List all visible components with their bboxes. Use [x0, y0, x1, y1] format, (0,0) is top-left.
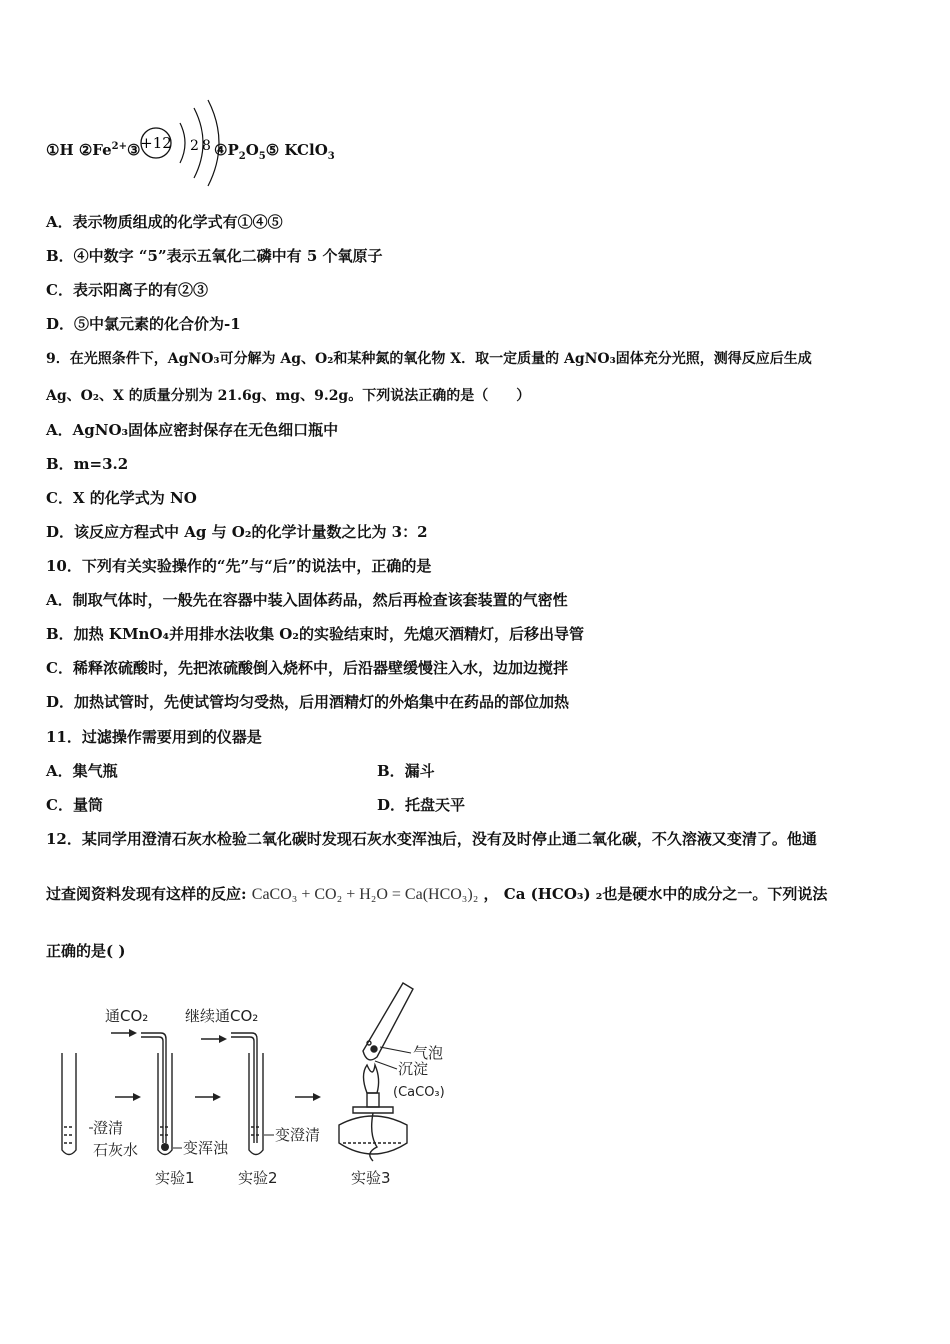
reaction-equation: CaCO₃ + CO₂ + H₂O = Ca(HCO₃)₂	[251, 886, 479, 903]
arrow-right-icon	[111, 1029, 137, 1037]
q11-option-b: B．漏斗	[377, 762, 435, 780]
q12-stem-line2	[46, 883, 827, 904]
q8-items	[46, 141, 140, 159]
q9-option-b: B．m=3.2	[46, 455, 129, 473]
q8-option-b: B．④中数字 “5”表示五氧化二磷中有 5 个氧原子	[46, 247, 383, 265]
label-tong-co2: 通CO₂	[105, 1007, 149, 1025]
label-chendian: 沉淀	[398, 1060, 429, 1078]
q8-option-c: C．表示阳离子的有②③	[46, 281, 208, 299]
q12-stem-line3: 正确的是( )	[46, 942, 126, 960]
arrow-right-icon	[201, 1035, 227, 1043]
q8-items-suffix	[214, 141, 335, 162]
item4-p: ④P	[214, 141, 239, 159]
label-chengqing: 澄清	[93, 1119, 124, 1137]
q12-line2-prefix: 过查阅资料发现有这样的反应:	[46, 885, 247, 903]
shell2-count: 8	[202, 138, 211, 154]
q10-option-b: B．加热 KMnO₄并用排水法收集 O₂的实验结束时，先熄灭酒精灯，后移出导管	[46, 625, 584, 643]
label-bianchengqing: 变澄清	[275, 1126, 321, 1144]
fe-charge: 2+	[111, 141, 128, 152]
q8-item3-label: ③	[127, 141, 141, 159]
arrow-right-icon	[195, 1093, 221, 1101]
q9-option-a: A．AgNO₃固体应密封保存在无色细口瓶中	[46, 421, 339, 439]
q9-stem-line1: 9．在光照条件下，AgNO₃可分解为 Ag、O₂和某种氮的氧化物 X．取一定质量的 AgNO₃固体充分光照，测得反应后生成	[46, 351, 812, 367]
label-bianhunzhuo: 变浑浊	[183, 1139, 229, 1157]
q8-items-prefix: ①H ②Fe	[46, 141, 112, 159]
label-jixu-co2: 继续通CO₂	[185, 1007, 259, 1025]
alcohol-lamp	[339, 1065, 407, 1161]
q10-option-a: A．制取气体时，一般先在容器中装入固体药品，然后再检查该套装置的气密性	[46, 591, 568, 609]
item4-o: O	[245, 141, 259, 159]
q12-line2-suffix: ， Ca (HCO₃) ₂也是硬水中的成分之一。下列说法	[483, 885, 828, 903]
arrow-right-icon	[295, 1093, 321, 1101]
experiment-figure	[55, 975, 475, 1190]
q10-option-d: D．加热试管时，先使试管均匀受热，后用酒精灯的外焰集中在药品的部位加热	[46, 693, 570, 711]
q11-option-d: D．托盘天平	[377, 796, 466, 814]
q8-option-a: A．表示物质组成的化学式有①④⑤	[46, 213, 283, 231]
q8-option-d: D．⑤中氯元素的化合价为-1	[46, 315, 241, 333]
q12-stem-line1: 12．某同学用澄清石灰水检验二氧化碳时发现石灰水变浑浊后，没有及时停止通二氧化碳，不久溶液又变清了。他通	[46, 830, 817, 848]
o-subscript: 5	[258, 151, 266, 162]
label-shihuishui: 石灰水	[93, 1141, 139, 1159]
q11-stem: 11．过滤操作需要用到的仪器是	[46, 728, 262, 746]
label-exp2: 实验2	[238, 1169, 278, 1187]
label-exp3: 实验3	[351, 1169, 391, 1187]
q10-option-c: C．稀释浓硫酸时，先把浓硫酸倒入烧杯中，后沿器壁缓慢注入水，边加边搅拌	[46, 659, 568, 677]
q9-option-c: C．X 的化学式为 NO	[46, 489, 197, 507]
test-tube-experiment-2	[231, 1033, 263, 1155]
item5-kclo: ⑤ KClO	[265, 141, 328, 159]
nucleus-charge: +12	[140, 134, 172, 152]
q11-option-c: C．量筒	[46, 796, 103, 814]
q10-stem: 10．下列有关实验操作的“先”与“后”的说法中，正确的是	[46, 557, 432, 575]
arrow-right-icon	[115, 1093, 141, 1101]
test-tube-experiment-1	[141, 1033, 172, 1155]
label-caco3: (CaCO₃)	[393, 1085, 445, 1100]
q9-option-d: D．该反应方程式中 Ag 与 O₂的化学计量数之比为 3：2	[46, 523, 428, 541]
precipitate-dot	[161, 1143, 169, 1151]
label-exp1: 实验1	[155, 1169, 195, 1187]
test-tube-limewater	[62, 1053, 76, 1155]
p-subscript: 2	[238, 151, 246, 162]
q11-option-a: A．集气瓶	[46, 762, 118, 780]
shell1-count: 2	[190, 138, 199, 154]
cl-subscript: 3	[327, 151, 335, 162]
label-qipao: 气泡	[413, 1044, 444, 1062]
q9-stem-line2: Ag、O₂、X 的质量分别为 21.6g、mg、9.2g。下列说法正确的是（ ）	[46, 388, 531, 404]
